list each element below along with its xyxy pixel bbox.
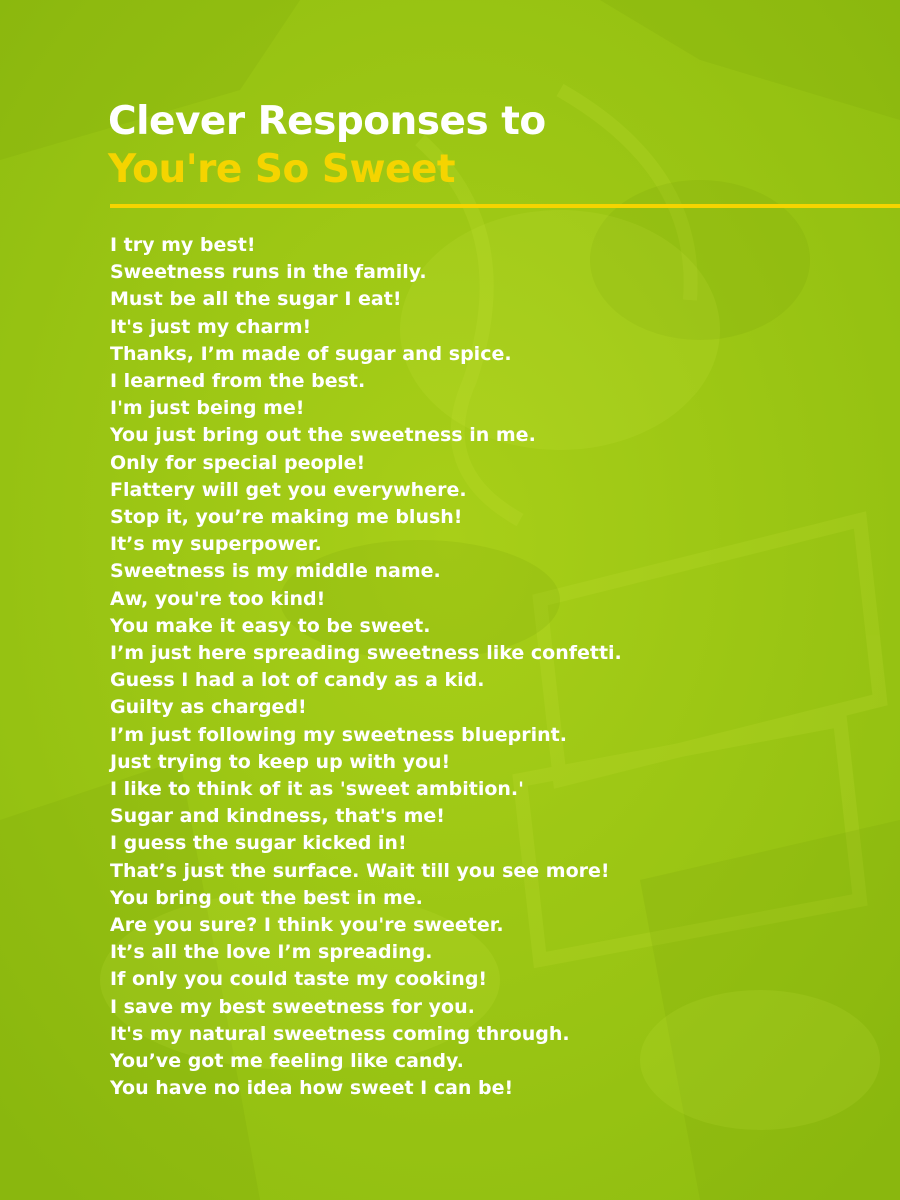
list-item: Guilty as charged! xyxy=(110,696,307,719)
list-item: If only you could taste my cooking! xyxy=(110,968,488,991)
list-item: It's my natural sweetness coming through. xyxy=(110,1022,570,1045)
responses-list xyxy=(110,232,622,1103)
list-item: Guess I had a lot of candy as a kid. xyxy=(110,669,485,692)
list-item: Only for special people! xyxy=(110,451,366,474)
list-item: Flattery will get you everywhere. xyxy=(110,478,467,501)
title-divider xyxy=(110,204,900,208)
list-item: Just trying to keep up with you! xyxy=(110,750,451,773)
list-item: I’m just following my sweetness blueprint. xyxy=(110,723,567,746)
list-item: I guess the sugar kicked in! xyxy=(110,832,407,855)
list-item: Stop it, you’re making me blush! xyxy=(110,506,463,529)
list-item: I like to think of it as 'sweet ambition.' xyxy=(110,778,524,801)
list-item: You have no idea how sweet I can be! xyxy=(110,1077,514,1100)
list-item: Sweetness is my middle name. xyxy=(110,560,441,583)
list-item: That’s just the surface. Wait till you see more! xyxy=(110,859,610,882)
list-item: You bring out the best in me. xyxy=(110,886,423,909)
list-item: Thanks, I’m made of sugar and spice. xyxy=(110,342,512,365)
title-line-1: Clever Responses to xyxy=(108,99,546,144)
list-item: You make it easy to be sweet. xyxy=(110,614,431,637)
list-item: Are you sure? I think you're sweeter. xyxy=(110,914,504,937)
list-item: I’m just here spreading sweetness like confetti. xyxy=(110,642,622,665)
list-item: Sweetness runs in the family. xyxy=(110,261,427,284)
list-item: I'm just being me! xyxy=(110,397,305,420)
list-item: I try my best! xyxy=(110,234,256,256)
list-item: Aw, you're too kind! xyxy=(110,587,326,610)
list-item: You’ve got me feeling like candy. xyxy=(110,1050,464,1073)
list-item: It's just my charm! xyxy=(110,315,312,338)
title-line-2: You're So Sweet xyxy=(108,147,456,192)
list-item: You just bring out the sweetness in me. xyxy=(110,424,536,447)
list-item: I learned from the best. xyxy=(110,370,366,393)
list-item: It’s all the love I’m spreading. xyxy=(110,941,433,964)
title-block xyxy=(108,98,868,194)
list-item: I save my best sweetness for you. xyxy=(110,995,475,1018)
list-item: Sugar and kindness, that's me! xyxy=(110,805,445,828)
list-item: Must be all the sugar I eat! xyxy=(110,288,402,311)
list-item: It’s my superpower. xyxy=(110,533,322,556)
